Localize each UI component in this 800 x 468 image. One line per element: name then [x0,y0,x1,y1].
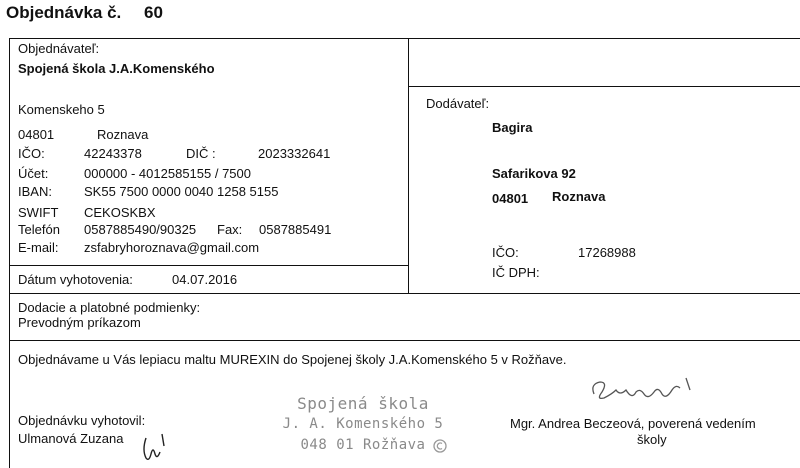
supplier-name: Bagira [492,120,533,135]
stamp-line-2: J. A. Komenského 5 [282,416,444,432]
section-divider-1 [9,293,800,294]
buyer-fax-label: Fax: [217,222,243,237]
buyer-phone: 0587885490/90325 [84,222,197,237]
title-text: Objednávka č. [6,3,122,22]
supplier-street: Safarikova 92 [492,166,576,181]
approver-signature [586,372,696,412]
buyer-dic-label: DIČ : [186,146,216,161]
frame-top [9,38,800,39]
supplier-ico: 17268988 [578,245,636,260]
stamp-line-1: Spojená škola [297,394,429,413]
buyer-account: 000000 - 4012585155 / 7500 [84,166,251,181]
approver-line-1: Mgr. Andrea Beczeová, poverená vedením [510,416,756,431]
issue-date-label: Dátum vyhotovenia: [18,272,133,287]
supplier-ico-label: IČO: [492,245,519,260]
supplier-top-border [408,86,800,87]
supplier-icdph-label: IČ DPH: [492,265,540,280]
approver-line-2: školy [637,432,667,447]
stamp-mark-icon [432,438,448,454]
supplier-zip: 04801 [492,191,529,206]
buyer-ico-label: IČO: [18,146,45,161]
order-text: Objednávame u Vás lepiacu maltu MUREXIN do Spojenej školy J.A.Komenského 5 v Rožňave. [18,352,567,367]
date-top-border [9,265,409,266]
buyer-street: Komenskeho 5 [18,102,105,117]
buyer-zip: 04801 [18,127,55,142]
buyer-account-label: Účet: [18,166,49,181]
buyer-name: Spojená škola J.A.Komenského [18,61,215,76]
buyer-email: zsfabryhoroznava@gmail.com [84,240,260,255]
terms-label: Dodacie a platobné podmienky: [18,300,201,315]
supplier-label: Dodávateľ: [426,96,490,111]
issued-by-name: Ulmanová Zuzana [18,431,124,446]
buyer-ico: 42243378 [84,146,142,161]
buyer-phone-label: Telefón [18,222,60,237]
buyer-swift: CEKOSKBX [84,205,156,220]
stamp-line-3: 048 01 Rožňava [300,437,426,453]
buyer-swift-label: SWIFT [18,205,59,220]
frame-left [9,38,10,468]
buyer-label: Objednávateľ: [18,41,100,56]
terms-value: Prevodným príkazom [18,315,141,330]
buyer-right-border [408,38,409,293]
supplier-city: Roznava [552,189,606,204]
school-stamp [268,393,458,465]
page-title [6,3,163,23]
section-divider-2 [9,340,800,341]
issued-by-label: Objednávku vyhotovil: [18,413,146,428]
buyer-city: Roznava [97,127,149,142]
issue-date-value: 04.07.2016 [172,272,238,287]
buyer-iban-label: IBAN: [18,184,52,199]
order-number: 60 [144,3,163,22]
buyer-email-label: E-mail: [18,240,59,255]
issuer-signature [140,424,172,466]
buyer-iban: SK55 7500 0000 0040 1258 5155 [84,184,279,199]
buyer-fax: 0587885491 [259,222,332,237]
buyer-dic: 2023332641 [258,146,331,161]
